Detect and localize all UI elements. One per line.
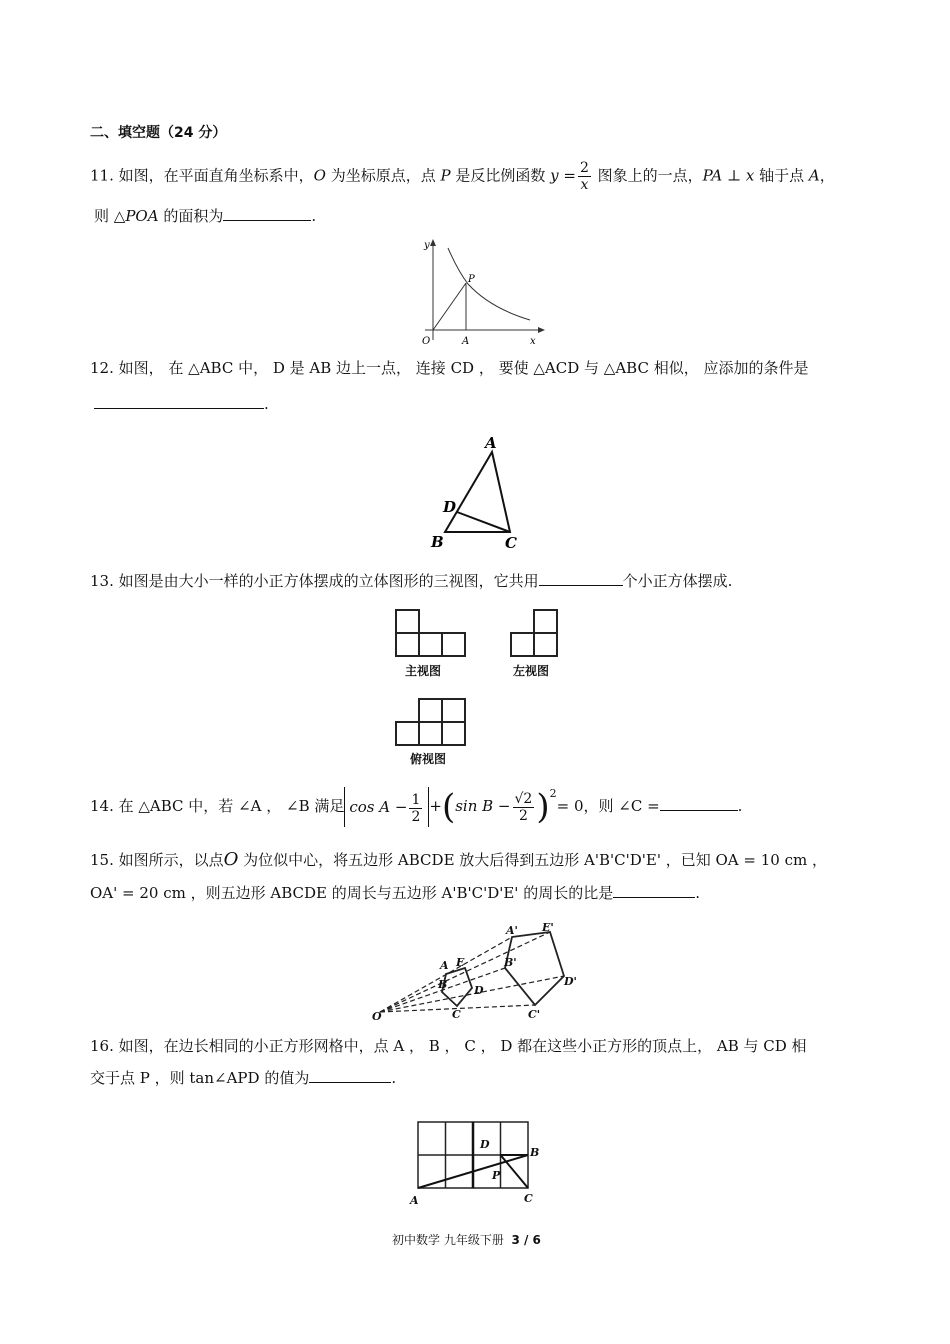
q14-sin: sin B − — [455, 797, 511, 815]
q16-text-a: 交于点 P ，则 tan∠APD 的值为 — [90, 1069, 310, 1087]
q14-rparen: ) — [536, 787, 550, 827]
q15-var-o: O — [223, 849, 239, 870]
q11-answer-blank[interactable] — [223, 204, 311, 221]
q11-figure — [410, 236, 550, 350]
q15-line2 — [90, 881, 700, 903]
top-view-square — [419, 722, 442, 745]
q14-lparen: ( — [441, 787, 456, 827]
q12-line2 — [94, 392, 269, 414]
q15-answer-blank[interactable] — [613, 881, 695, 898]
q14-frac1-den: 2 — [411, 808, 421, 825]
q14-plus: + — [429, 797, 442, 815]
q16-figure — [400, 1116, 550, 1208]
q14-period: . — [737, 797, 743, 815]
q11-y-arrow — [430, 239, 436, 246]
front-view-square — [442, 633, 465, 656]
q11-line1 — [90, 160, 835, 193]
q15-label-o: O — [372, 1010, 382, 1022]
top-view-square — [442, 722, 465, 745]
q14-abs-value — [344, 787, 429, 827]
q12-answer-blank[interactable] — [94, 392, 264, 409]
q11-var-poa: POA — [125, 207, 159, 225]
q11-curve — [448, 248, 530, 320]
q13-answer-blank[interactable] — [539, 569, 623, 586]
q11-text-d: 图象上的一点， — [592, 166, 703, 185]
left-view-square — [534, 633, 557, 656]
q13-text-a: 13. 如图是由大小一样的小正方体摆成的立体图形的三视图，它共用 — [90, 572, 539, 590]
q11-label-p: P — [468, 274, 475, 285]
q16-label-p: P — [492, 1169, 501, 1182]
q14-cos: cos A − — [349, 798, 408, 816]
q15-label-a-prime: A' — [506, 924, 518, 937]
q11-period: . — [311, 207, 317, 225]
q15-label-c: C — [452, 1008, 461, 1021]
q13-top-view — [392, 697, 472, 747]
q16-answer-blank[interactable] — [309, 1066, 391, 1083]
front-view-square — [396, 610, 419, 633]
page-number: 3 / 6 — [511, 1233, 541, 1247]
q11-frac-den: x — [580, 177, 589, 193]
q16-period: . — [391, 1069, 397, 1087]
q15-label-a: A — [440, 959, 449, 972]
q11-label-x: x — [530, 336, 536, 347]
left-view-caption: 左视图 — [513, 664, 550, 678]
q14-answer-blank[interactable] — [660, 794, 738, 811]
q15-rays — [380, 932, 564, 1012]
q16-label-c: C — [524, 1192, 533, 1205]
q11-text-h: 的面积为 — [158, 207, 224, 225]
top-view-caption: 俯视图 — [410, 752, 447, 766]
q11-text-e: 轴于点 — [754, 166, 809, 185]
front-view-caption: 主视图 — [405, 664, 442, 678]
q15-label-b: B — [438, 978, 448, 991]
q15-period: . — [695, 884, 700, 902]
front-view-square — [396, 633, 419, 656]
q11-text-b: 为坐标原点，点 — [325, 166, 441, 185]
q15-line1 — [90, 850, 827, 870]
front-view-square — [419, 633, 442, 656]
q11-label-y: y — [424, 240, 430, 251]
q14-square: 2 — [549, 787, 557, 800]
q14-frac-2 — [513, 791, 535, 824]
q12-line1: 12. 如图， 在 △ABC 中， D 是 AB 边上一点， 连接 CD ， 要使 △ACD 与 △ABC 相似， 应添加的条件是 — [90, 359, 809, 377]
q11-y-eq: y = — [550, 166, 576, 185]
q11-text-a: 11. 如图，在平面直角坐标系中， — [90, 166, 314, 185]
q16-line1: 16. 如图，在边长相同的小正方形网格中，点 A ， B ， C ， D 都在这些小正方形的顶点上， AB 与 CD 相 — [90, 1037, 807, 1055]
q15-label-e: E — [456, 956, 465, 969]
footer-text: 初中数学 九年级下册 — [392, 1233, 504, 1247]
q11-label-a: A — [462, 336, 470, 347]
q11-var-o: O — [313, 166, 326, 185]
q11-var-p: P — [440, 166, 451, 185]
q12-label-a: A — [485, 434, 497, 452]
q15-figure — [370, 922, 590, 1022]
q16-label-d: D — [480, 1138, 490, 1151]
q14-frac2-num: √2 — [514, 790, 533, 807]
q11-segment-op — [433, 283, 466, 330]
q12-segment-cd — [457, 512, 510, 532]
q14-text-b: ，则 ∠C = — [583, 797, 660, 815]
q15-label-c-prime: C' — [528, 1008, 541, 1021]
q11-x-arrow — [538, 327, 545, 333]
q11-line2 — [94, 204, 316, 226]
q11-frac-num: 2 — [579, 160, 589, 176]
q13-line1 — [90, 569, 732, 591]
left-view-square — [511, 633, 534, 656]
q14-eq0: = 0 — [556, 797, 584, 815]
q12-label-c: C — [505, 534, 517, 552]
q15-label-b-prime: B' — [504, 956, 517, 969]
q15-label-e-prime: E' — [542, 922, 554, 934]
footer — [392, 1231, 541, 1248]
q13-front-view — [392, 608, 472, 658]
q16-line2 — [90, 1066, 396, 1088]
q11-label-o: O — [422, 336, 431, 347]
q12-label-d: D — [443, 498, 457, 516]
q15-text-c: OA' = 20 cm ，则五边形 ABCDE 的周长与五边形 A'B'C'D'E' 的周长的比是 — [90, 884, 614, 902]
q14-line1 — [90, 780, 743, 827]
top-view-square — [396, 722, 419, 745]
q13-left-view — [507, 608, 567, 658]
q11-text-f: ， — [819, 166, 835, 185]
q15-label-d: D — [474, 984, 484, 997]
q12-label-b: B — [431, 533, 444, 551]
left-view-square — [534, 610, 557, 633]
q13-text-b: 个小正方体摆成. — [622, 572, 733, 590]
top-view-square — [419, 699, 442, 722]
q14-frac-1 — [409, 792, 422, 825]
q12-period: . — [264, 395, 269, 413]
q11-text-g: 则 △ — [94, 207, 126, 225]
q12-figure — [425, 430, 525, 552]
q11-fraction — [578, 160, 591, 193]
section-title: 二、填空题（24 分） — [90, 125, 227, 141]
q15-label-d-prime: D' — [564, 975, 577, 988]
q15-text-a: 15. 如图所示，以点 — [90, 851, 224, 869]
q15-text-b: 为位似中心，将五边形 ABCDE 放大后得到五边形 A'B'C'D'E' ，已知 OA = 10 cm ， — [238, 851, 827, 869]
q16-label-b: B — [530, 1146, 540, 1159]
q16-label-a: A — [410, 1194, 419, 1207]
top-view-square — [442, 699, 465, 722]
q14-frac1-num: 1 — [411, 791, 421, 808]
q11-perp: PA ⊥ x — [702, 166, 755, 185]
q11-var-a: A — [808, 166, 820, 185]
q14-frac2-den: 2 — [518, 807, 528, 824]
q11-text-c: 是反比例函数 — [450, 166, 551, 185]
q14-text-a: 14. 在 △ABC 中，若 ∠A ， ∠B 满足 — [90, 797, 345, 815]
